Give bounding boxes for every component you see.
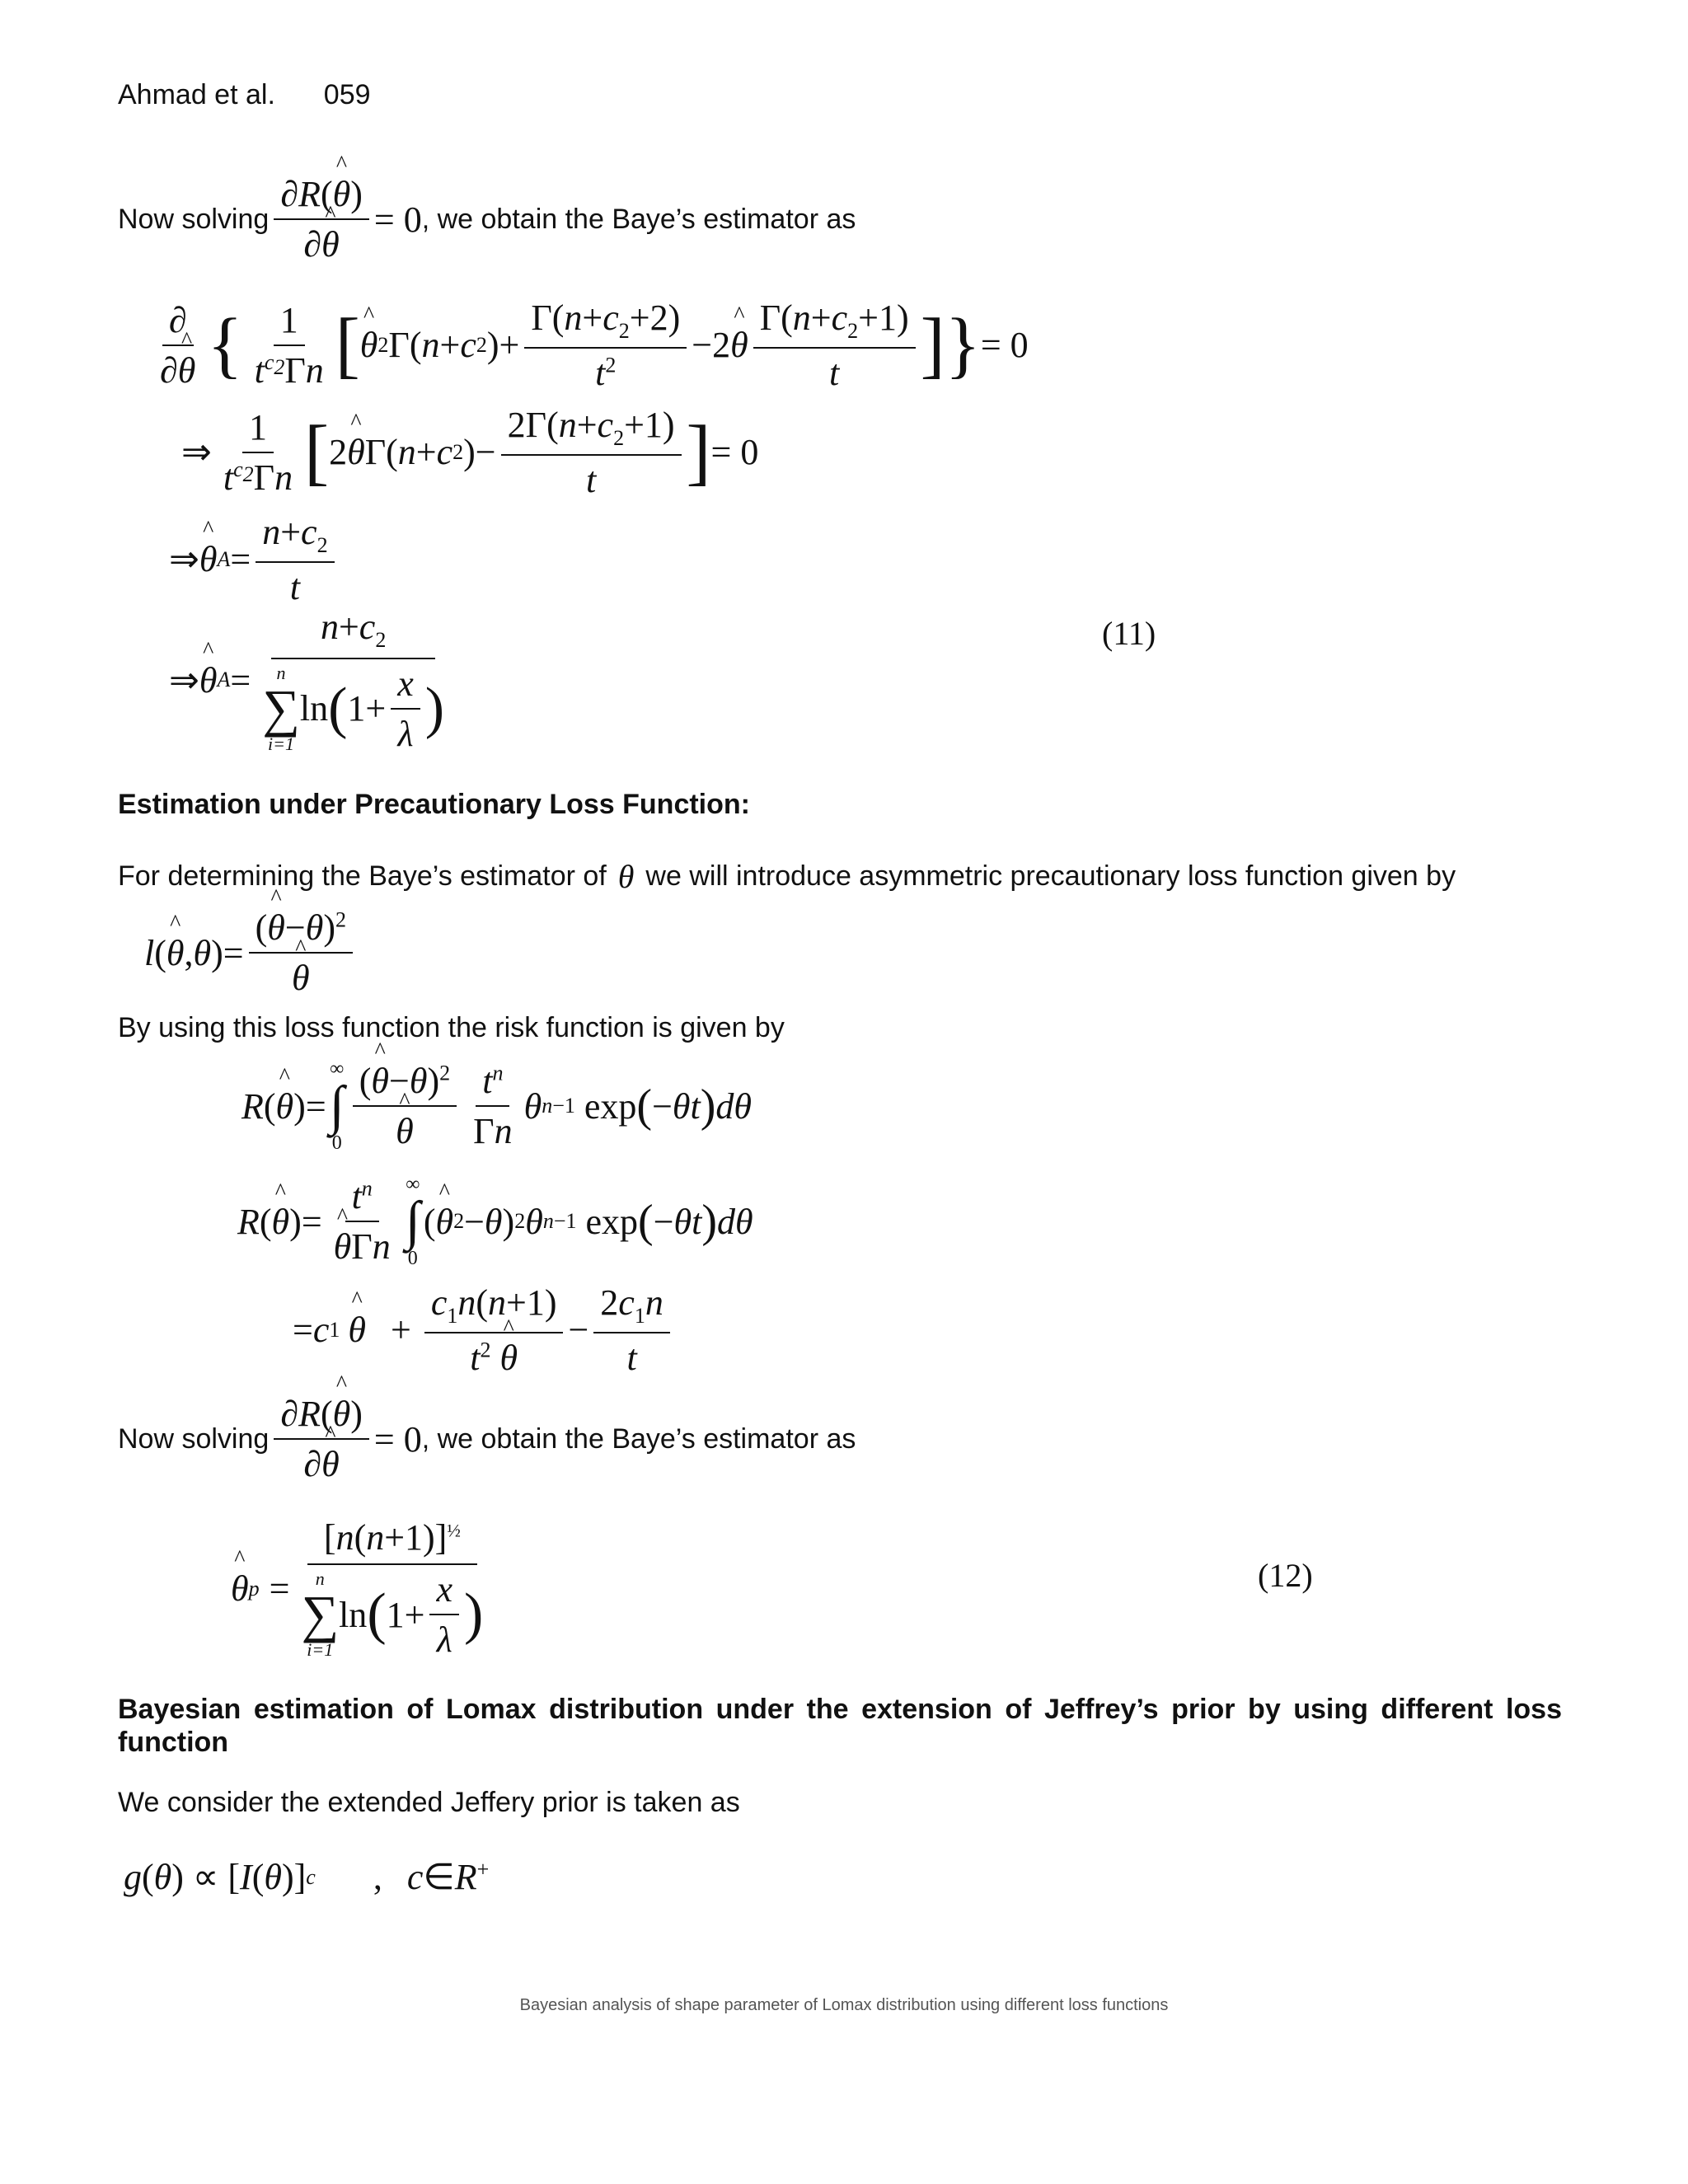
page-footer: Bayesian analysis of shape parameter of Lomax distribution using different loss functions [519,1996,1169,2014]
derivative-fraction-2: $\frac{\partial R(\^{} \theta)}{\partial\^{} \theta}$ [274,1393,369,1485]
risk-equation-2: R ( ^ θ ) = $t^n$ ^ θΓn ∞ ∫ 0 ( ^ θ 2 − θ ) 2 θ n −1 exp ( − θt ) dθ [237,1174,753,1268]
derivation-line-3: ⇒ ^ θ A = $\frac{n+c_2}{t}$ [169,511,340,608]
now-solving-label: Now solving [118,203,270,235]
obtain-text: , we obtain the Baye’s estimator as [421,203,856,235]
loss-function-equation: l ( ^ θ , θ ) = (^ θ−θ)$^2$ ^ θ [144,907,358,999]
running-header [118,79,371,111]
para-determining-theta: θ [617,858,635,895]
jeffrey-prior-equation: g ( θ ) ∝ [ I ( θ )] c , c∈R+ [124,1857,490,1897]
derivation-line-1: $\frac{\partial}{\partial\^{} \theta}$ { $\frac{1}{t^{c_2}\Gamma n}$ [ ^ θ 2 Γ( n + c 2 )+ $\frac{\Gamma(n+c_2+2)}{t^2}$ −2 ^ θ $\frac{\Gamma(n+c_2+1)}{t}$ ] } = 0 [148,297,1029,394]
header-page-number: 059 [323,79,371,110]
derivative-fraction: $\frac{\partial R(\^{} \theta)}{\partial\^{} \theta}$ [274,173,369,265]
header-authors: Ahmad et al. [118,79,275,110]
equation-number-11: (11) [1102,615,1156,652]
derivation-line-2: ⇒ $\frac{1}{t^{c_2}\Gamma n}$ [ 2 ^ θ Γ( n + c 2 )− $\frac{2\Gamma(n+c_2+1)}{t}$ ] = 0 [181,404,758,501]
derivation-line-4: ⇒ ^ θ A = $n+c_2$ n ∑ i=1 ln ( 1+ $\frac{x}{\lambda}$ ) [169,606,456,755]
now-solving-line-1: Now solving $\frac{\partial R(\^{} \theta)}{\partial\^{} \theta}$ = 0 , we obtain the Baye’s estimator as [118,173,856,265]
para-determining-rest: we will introduce asymmetric precautionary loss function given by [645,860,1456,892]
obtain-text-2: , we obtain the Baye’s estimator as [421,1422,856,1455]
paragraph-jeffrey: We consider the extended Jeffery prior is taken as [118,1787,740,1818]
precautionary-estimator-equation: ^ θ p = $[n(n+1)]^{\frac{1}{2}}$ n ∑ i=1 ln ( 1+ $\frac{x}{\lambda}$ ) [231,1516,495,1661]
section-heading-precautionary: Estimation under Precautionary Loss Function: [118,789,750,820]
para-determining-start: For determining the Baye’s estimator of [118,860,607,892]
section-heading-bayesian: Bayesian estimation of Lomax distribution under the extension of Jeffrey’s prior by using different loss function [118,1694,1562,1758]
now-solving-label-2: Now solving [118,1422,270,1455]
risk-equation-3: = c 1 ^ θ + $\frac{c_1n(n+1)}{t^2 \^{} \theta}$ − $\frac{2c_1n}{t}$ [293,1282,675,1379]
equation-number-12: (12) [1258,1557,1313,1594]
paragraph-determining [118,857,1456,896]
paragraph-risk: By using this loss function the risk function is given by [118,1012,785,1043]
now-solving-line-2: Now solving $\frac{\partial R(\^{} \theta)}{\partial\^{} \theta}$ = 0 , we obtain the Baye’s estimator as [118,1393,856,1485]
risk-equation-1: R ( ^ θ ) = ∞ ∫ 0 (^ θ−θ)$^2$ ^ θ $\frac{t^n}{\Gamma n}$ θ n −1 exp ( − θt ) dθ [241,1059,752,1153]
